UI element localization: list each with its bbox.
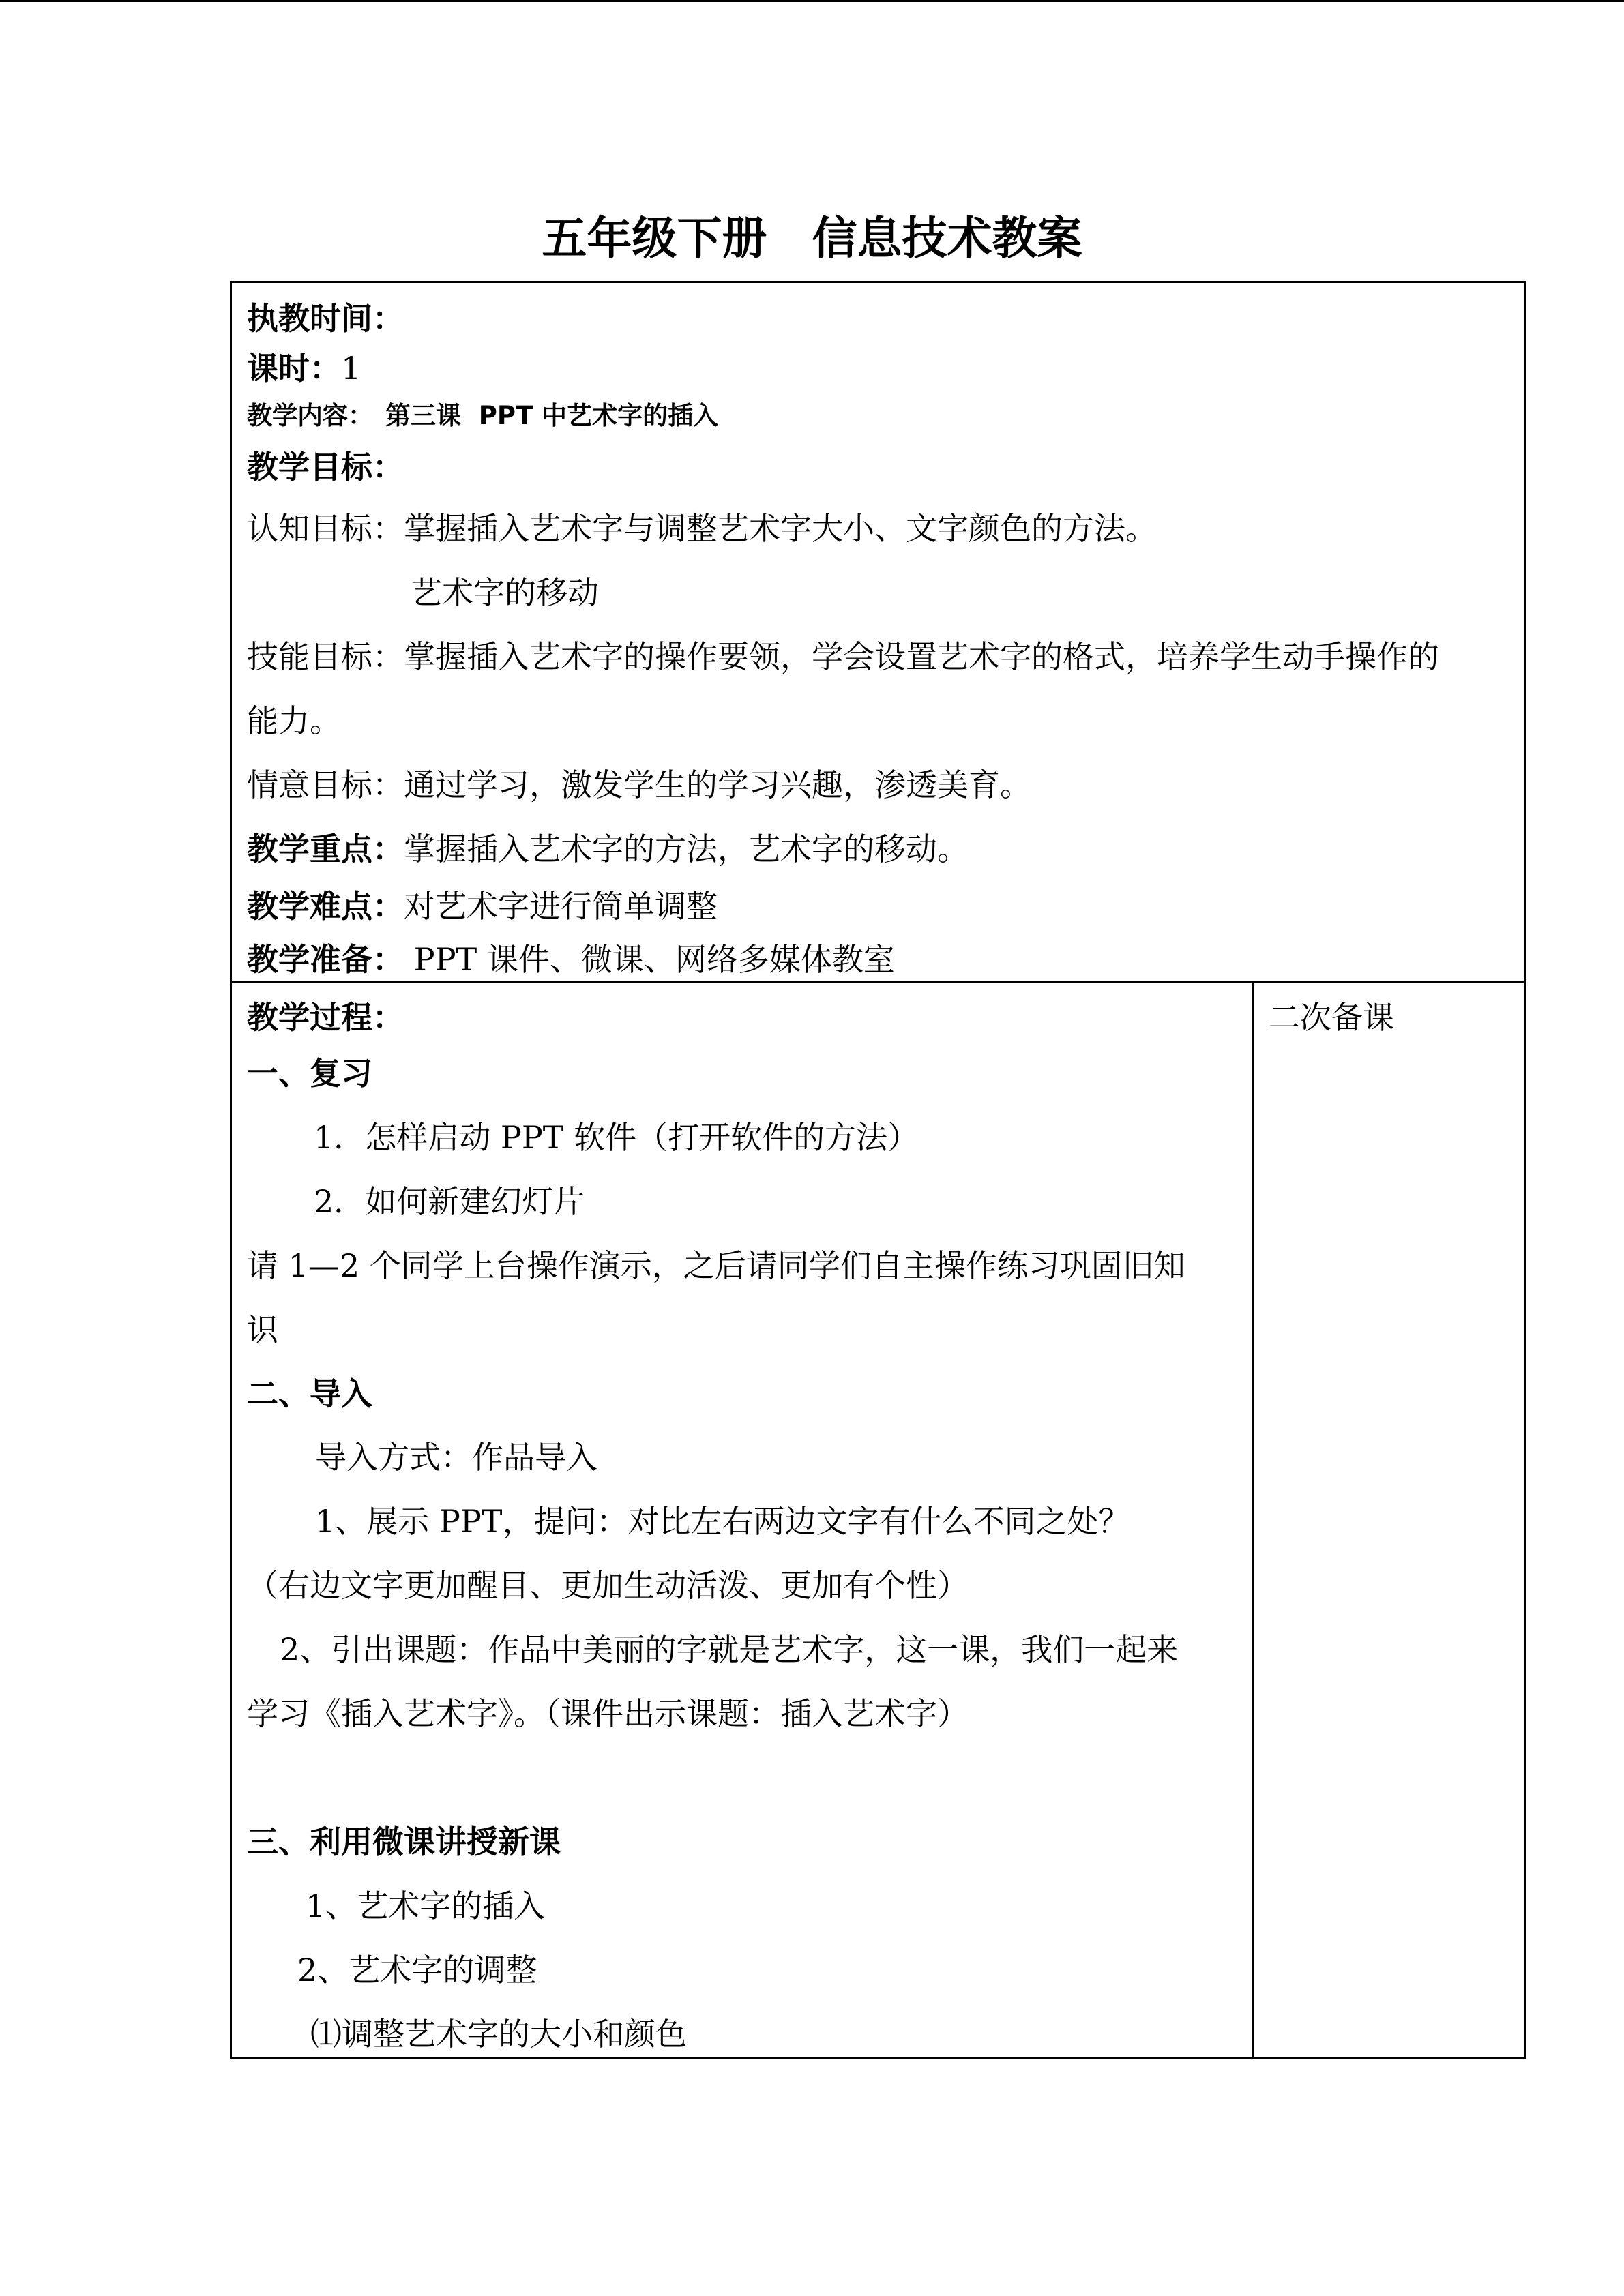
intro-method: 导入方式：作品导入 <box>315 1439 597 1476</box>
key-point-value: 掌握插入艺术字的方法，艺术字的移动。 <box>404 831 969 867</box>
section-review-title: 一、复习 <box>247 1055 372 1092</box>
secondary-prep-cell <box>1252 981 1526 2059</box>
affective-label: 情意目标： <box>247 766 404 803</box>
secondary-prep-label: 二次备课 <box>1269 999 1394 1036</box>
difficulty-row <box>247 886 718 927</box>
skill-label: 技能目标： <box>247 638 404 675</box>
intro-item-2-line2: 学习《插入艺术字》。（课件出示课题：插入艺术字） <box>247 1695 969 1732</box>
section-intro-title: 二、导入 <box>247 1375 372 1412</box>
review-item-2: 2．如何新建幻灯片 <box>314 1183 585 1220</box>
review-item-1: 1．怎样启动 PPT 软件（打开软件的方法） <box>314 1119 919 1156</box>
review-note-line1: 请 1—2 个同学上台操作演示，之后请同学们自主操作练习巩固旧知 <box>247 1247 1185 1284</box>
skill-line2: 能力。 <box>247 702 341 739</box>
skill-line1: 掌握插入艺术字的操作要领，学会设置艺术字的格式，培养学生动手操作的 <box>404 638 1439 675</box>
key-point-label: 教学重点： <box>247 831 404 867</box>
new-lesson-item-2: 2、艺术字的调整 <box>297 1952 537 1988</box>
teaching-time-label: 执教时间： <box>247 300 404 337</box>
review-note-line2: 识 <box>247 1311 278 1348</box>
difficulty-label: 教学难点： <box>247 888 404 925</box>
cognitive-line2: 艺术字的移动 <box>411 574 599 611</box>
intro-answer: （右边文字更加醒目、更加生动活泼、更加有个性） <box>247 1567 969 1604</box>
new-lesson-sub-1: ⑴调整艺术字的大小和颜色 <box>310 2016 687 2053</box>
process-cell <box>230 981 1254 2059</box>
difficulty-value: 对艺术字进行简单调整 <box>404 888 718 925</box>
skill-row <box>247 636 1439 677</box>
preparation-label: 教学准备： <box>247 941 404 978</box>
intro-item-1: 1、展示 PPT，提问：对比左右两边文字有什么不同之处？ <box>315 1503 1130 1540</box>
cognitive-line1: 掌握插入艺术字与调整艺术字大小、文字颜色的方法。 <box>404 510 1157 547</box>
preparation-value: PPT 课件、微课、网络多媒体教室 <box>404 941 895 978</box>
new-lesson-item-1: 1、艺术字的插入 <box>306 1888 546 1924</box>
cognitive-label: 认知目标： <box>247 510 404 547</box>
preparation-row <box>247 939 895 980</box>
content-value: 第三课 PPT 中艺术字的插入 <box>385 401 719 430</box>
section-new-lesson-title: 三、利用微课讲授新课 <box>247 1823 561 1860</box>
cognitive-row <box>247 508 1157 549</box>
page-title: 五年级下册 信息技术教案 <box>542 212 1082 265</box>
period-label: 课时： <box>247 350 341 387</box>
process-label: 教学过程： <box>247 999 404 1036</box>
period-value: 1 <box>341 350 361 387</box>
info-table <box>230 281 1526 983</box>
content-label: 教学内容： <box>247 401 373 430</box>
content-row <box>247 396 718 436</box>
affective-row <box>247 764 1031 805</box>
key-point-row <box>247 829 969 869</box>
affective-value: 通过学习，激发学生的学习兴趣，渗透美育。 <box>404 766 1031 803</box>
period-row <box>247 348 361 389</box>
top-border <box>0 0 1624 2</box>
intro-item-2-line1: 2、引出课题：作品中美丽的字就是艺术字，这一课，我们一起来 <box>280 1631 1179 1668</box>
goals-label: 教学目标： <box>247 449 404 486</box>
